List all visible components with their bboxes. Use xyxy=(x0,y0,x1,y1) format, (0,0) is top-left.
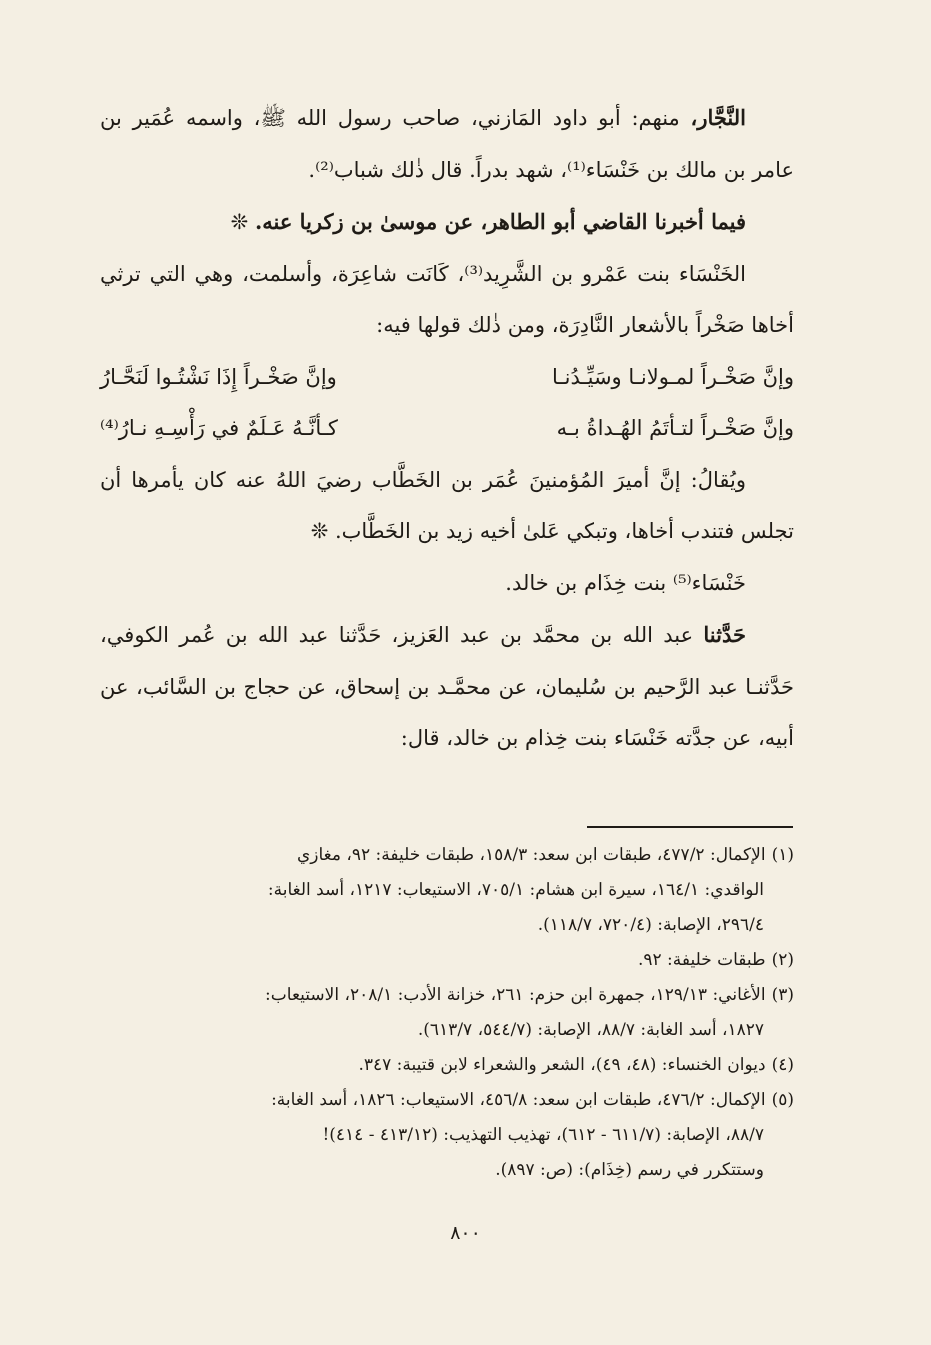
footnote-divider xyxy=(587,826,793,828)
footnote-text: الواقدي: ١٦٤/١، سيرة ابن هشام: ٧٠٥/١، الاستيعاب: ١٢١٧، أسد الغابة: xyxy=(267,880,764,900)
footnote-text: طبقات خليفة: ٩٢. xyxy=(637,950,766,970)
verse-line-1 xyxy=(100,352,794,404)
verse-2-first-hemistich: وإنَّ صَخْـراً لتـأتَمُ الهُـداةُ بـه xyxy=(556,416,794,440)
footnote-4 xyxy=(105,1048,794,1083)
footnote-text: ٢٩٦/٤، الإصابة: (٧٢٠/٤، ١١٨/٧). xyxy=(537,915,764,935)
page-number: ٨٠٠ xyxy=(450,1222,481,1244)
footnote-number: (٣) xyxy=(771,985,794,1005)
paragraph-5: خَنْسَاء⁽⁵⁾ بنت خِذَام بن خالد. xyxy=(505,570,746,595)
footnote-number: (١) xyxy=(771,845,794,865)
footnote-text: ديوان الخنساء: (٤٨، ٤٩)، الشعر والشعراء لابن قتيبة: ٣٤٧. xyxy=(358,1055,766,1075)
paragraph-6-text: عبد الله بن محمَّد بن عبد العَزيز، حَدَّثنا عبد الله بن عُمر الكوفي، حَدَّثنـا عبد الرَّحيم بن سُليمان، عن محمَّـد بن إسحاق، عن حجاج بن السَّائب، عن أبيه، عن جدَّته خَنْسَاء بنت خِذام بن خالد، قال: xyxy=(100,623,794,750)
footnote-text: وستتكرر في رسم (خِذَام): (ص: ٨٩٧). xyxy=(495,1160,764,1180)
verse-1-second-hemistich: وإنَّ صَخْـراً إِذَا نَشْتُـوا لَنَحَّـارُ xyxy=(100,364,337,389)
verse-1-first-hemistich: وإنَّ صَخْـراً لمـولانـا وسَيِّـدُنـا xyxy=(552,364,794,389)
footnote-number: (٥) xyxy=(771,1090,794,1110)
footnote-3 xyxy=(105,978,794,1048)
footnote-text: الإكمال: ٤٧٦/٢، طبقات ابن سعد: ٤٥٦/٨، الاستيعاب: ١٨٢٦، أسد الغابة: xyxy=(271,1090,766,1110)
paragraph-2 xyxy=(100,196,794,249)
footnote-number: (٢) xyxy=(771,950,794,970)
paragraph-6-lead: حَدَّثنا xyxy=(703,622,746,647)
paragraph-2-lead: فيما أخبرنا القاضي أبو الطاهر، عن موسىٰ بن زكريا عنه. xyxy=(254,209,746,234)
paragraph-3: الخَنْسَاء بنت عَمْرو بن الشَّرِيد⁽³⁾، كَانَت شاعِرَة، وأسلمت، وهي التي ترثي أخاها صَخْراً بالأشعار النَّادِرَة، ومن ذٰلك قولها فيه: xyxy=(100,261,794,337)
paragraph-1-lead: النَّجَّار، xyxy=(690,105,746,130)
footnote-number: (٤) xyxy=(771,1055,794,1075)
footnotes xyxy=(105,838,794,1188)
paragraph-4 xyxy=(100,455,794,558)
paragraph-1-text: منهم: أبو داود المَازني، صاحب رسول الله ﷺ، واسمه عُمَير بن عامر بن مالك بن خَنْسَاء⁽¹⁾، شهد بدراً. قال ذٰلك شباب⁽²⁾. xyxy=(100,106,794,182)
paragraph-1 xyxy=(100,92,794,196)
footnote-text: ٨٨/٧، الإصابة: (٦١١/٧ - ٦١٢)، تهذيب التهذيب: (٤١٣/١٢ - ٤١٤)! xyxy=(322,1125,764,1145)
paragraph-4-text: ويُقالُ: إنَّ أميرَ المُؤمنينَ عُمَر بن الخَطَّاب رضيَ اللهُ عنه كان يأمرها أن تجلس فتندب أخاها، وتبكي عَلىٰ أخيه زيد بن الخَطَّاب. xyxy=(100,467,794,543)
footnote-1 xyxy=(105,838,794,943)
verse-2-second-hemistich: كـأنَّـهُ عَـلَمٌ في رَأْسِـهِ نـارُ⁽⁴⁾ xyxy=(100,416,338,440)
paragraph-6 xyxy=(100,609,794,765)
footnote-text: الأغاني: ١٢٩/١٣، جمهرة ابن حزم: ٢٦١، خزانة الأدب: ٢٠٨/١، الاستيعاب: xyxy=(265,985,766,1005)
footnote-5 xyxy=(105,1083,794,1188)
footnote-text: ١٨٢٧، أسد الغابة: ٨٨/٧، الإصابة: (٥٤٤/٧، ٦١٣/٧). xyxy=(417,1020,764,1040)
footnote-2 xyxy=(105,943,794,978)
main-text xyxy=(100,92,794,765)
entry-end-mark: ❊ xyxy=(310,519,335,543)
verse-line-2 xyxy=(100,403,794,455)
entry-end-mark: ❊ xyxy=(230,210,255,234)
footnote-text: الإكمال: ٤٧٧/٢، طبقات ابن سعد: ١٥٨/٣، طبقات خليفة: ٩٢، مغازي xyxy=(296,845,766,865)
